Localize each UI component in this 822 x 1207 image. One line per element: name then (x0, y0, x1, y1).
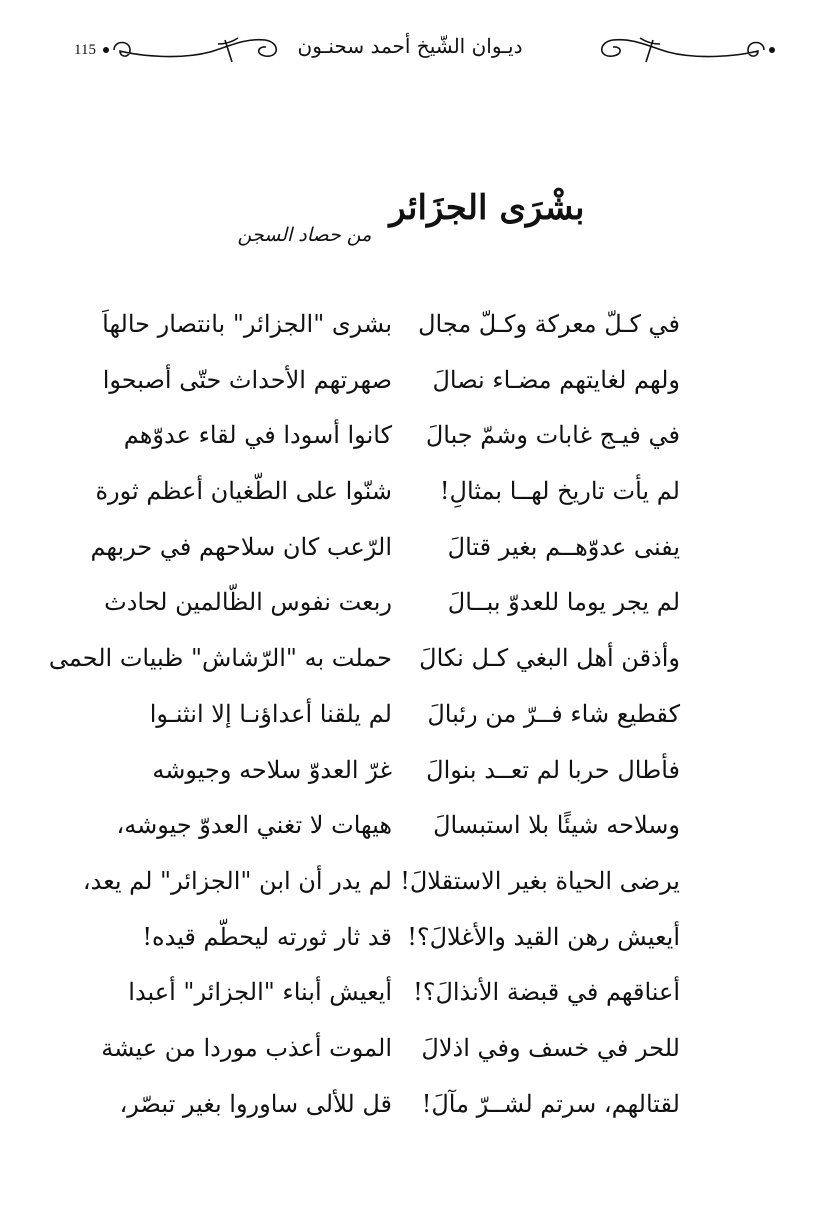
verse-first-hemistich: لم يدر أن ابن "الجزائر" لم يعد، (82, 866, 392, 895)
verse-second-hemistich: ولهم لغايتهم مضـاء نصالَ (432, 365, 680, 394)
verse-first-hemistich: الرّعب كان سلاحهم في حربهم (90, 532, 392, 561)
verse-second-hemistich: أعناقهم في قبضة الأنذالَ؟! (413, 978, 680, 1007)
verse-first-hemistich: كانوا أسودا في لقاء عدوّهم (123, 421, 392, 450)
verse-second-hemistich: فأطال حربا لم تعــد بنوالَ (426, 755, 680, 784)
verse-first-hemistich: بشرى "الجزائر" بانتصار حالهاَ (102, 310, 392, 338)
verse-first-hemistich: شنّوا على الطّغيان أعظم ثورة (95, 477, 392, 506)
verse-second-hemistich: وأذقن أهل البغي كـل نكالَ (419, 644, 680, 673)
verse-line (0, 644, 822, 700)
scroll-ornament-icon (578, 32, 778, 68)
poem-title: بشْرَى الجزَائر (389, 188, 585, 228)
verse-first-hemistich: ربعت نفوس الظّالمين لحادث (104, 588, 392, 617)
verse-second-hemistich: في كـلّ معركة وكـلّ مجال (418, 310, 680, 338)
verse-line (0, 923, 822, 979)
verse-first-hemistich: قل للألى ساوروا بغير تبصّر، (119, 1089, 392, 1118)
verse-line (0, 867, 822, 923)
verse-first-hemistich: أيعيش أبناء "الجزائر" أعبدا (128, 978, 392, 1007)
verse-first-hemistich: غرّ العدوّ سلاحه وجيوشه (152, 755, 392, 784)
verse-first-hemistich: لم يلقنا أعداؤنـا إلا انثنـوا (149, 699, 392, 728)
verse-line (0, 477, 822, 533)
verse-line (0, 310, 822, 366)
page-header (60, 28, 760, 78)
book-title: ديـوان الشّيخ أحمد سحنـون (297, 34, 523, 58)
poem-title-block (0, 188, 822, 246)
verse-line (0, 1034, 822, 1090)
verse-first-hemistich: هيهات لا تغني العدوّ جيوشه، (116, 811, 392, 840)
poem-subtitle: من حصاد السجن (237, 224, 372, 246)
verse-second-hemistich: لم يأت تاريخ لهــا بمثالِ! (439, 477, 680, 506)
verse-line (0, 811, 822, 867)
verse-second-hemistich: يفنى عدوّهــم بغير قتالَ (447, 532, 680, 561)
verse-second-hemistich: لم يجر يوما للعدوّ ببــالَ (447, 588, 680, 617)
verse-first-hemistich: صهرتهم الأحداث حتّى أصبحوا (102, 365, 392, 394)
verse-second-hemistich: كقطيع شاء فــرّ من رئبالَ (427, 699, 680, 728)
verse-first-hemistich: الموت أعذب موردا من عيشة (101, 1033, 392, 1062)
verse-second-hemistich: أيعيش رهن القيد والأغلالَ؟! (407, 922, 680, 951)
verse-second-hemistich: يرضى الحياة بغير الاستقلالَ! (400, 866, 680, 895)
verse-second-hemistich: وسلاحه شيئًا بلا استبسالَ (433, 811, 680, 840)
verse-line (0, 700, 822, 756)
verse-line (0, 1090, 822, 1146)
verse-second-hemistich: لقتالهم، سرتم لشــرّ مآلَ! (421, 1089, 680, 1118)
verse-second-hemistich: في فيـج غابات وشمّ جبالَ (425, 421, 680, 450)
verse-line (0, 588, 822, 644)
verse-first-hemistich: قد ثار ثورته ليحطّم قيده! (142, 922, 392, 951)
verse-second-hemistich: للحر في خسف وفي اذلالَ (421, 1033, 680, 1062)
verse-line (0, 756, 822, 812)
verse-first-hemistich: حملت به "الرّشاش" ظبيات الحمى (48, 644, 392, 673)
verse-line (0, 421, 822, 477)
verse-line (0, 366, 822, 422)
verse-line (0, 978, 822, 1034)
verse-line (0, 533, 822, 589)
page-number: 115 (74, 42, 96, 58)
poem-verses (0, 310, 822, 1145)
